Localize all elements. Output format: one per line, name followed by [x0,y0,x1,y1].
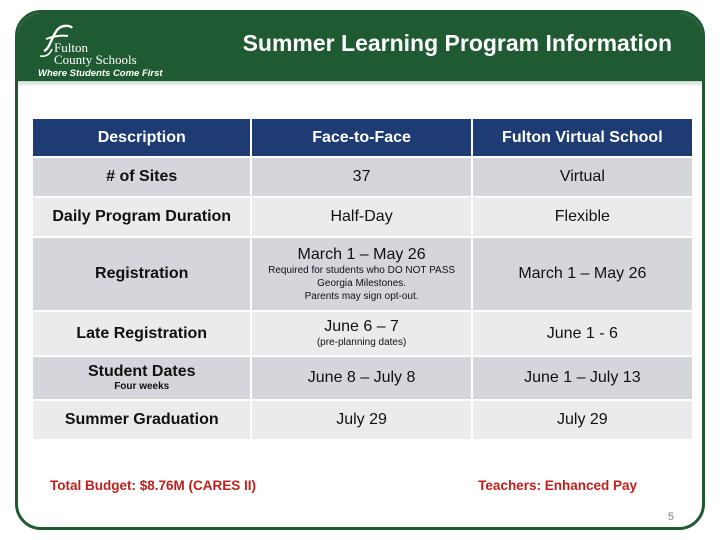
column-header-face-to-face: Face-to-Face [251,118,471,157]
row-label-note: Four weeks [114,381,170,392]
face-to-face-cell: 37 [251,157,471,197]
header-bar [18,13,702,81]
table-row [32,157,693,197]
table-row [32,356,693,400]
row-label [32,356,251,400]
virtual-cell: Flexible [472,197,693,237]
column-header-virtual: Fulton Virtual School [472,118,693,157]
program-table [31,117,694,441]
virtual-cell: June 1 – July 13 [472,356,693,400]
table-row [32,311,693,356]
district-logo [32,21,172,79]
virtual-cell: June 1 - 6 [472,311,693,356]
table-header-row [32,118,693,157]
cell-main-text: March 1 – May 26 [297,245,426,263]
row-label: # of Sites [32,157,251,197]
virtual-cell: March 1 – May 26 [472,237,693,311]
face-to-face-cell: July 29 [251,400,471,440]
total-budget-note: Total Budget: $8.76M (CARES II) [50,478,257,493]
cell-note: Georgia Milestones. [317,277,407,289]
row-label: Daily Program Duration [32,197,251,237]
page-number: 5 [667,511,674,523]
virtual-cell: Virtual [472,157,693,197]
logo-line2: County Schools [54,52,137,67]
cell-main-text: June 6 – 7 [324,318,399,335]
logo-line1: Fulton [54,40,88,55]
page-title: Summer Learning Program Information [242,30,672,56]
table-row [32,197,693,237]
cell-note: Parents may sign opt-out. [304,290,419,302]
virtual-cell: July 29 [472,400,693,440]
cell-note: Required for students who DO NOT PASS [268,264,456,276]
face-to-face-cell: Half-Day [251,197,471,237]
table-row [32,400,693,440]
slide [15,10,705,530]
face-to-face-cell [251,311,471,356]
row-label: Late Registration [32,311,251,356]
logo-tagline: Where Students Come First [38,68,163,79]
table-row [32,237,693,311]
cell-note: (pre-planning dates) [316,337,407,348]
row-label-main: Student Dates [87,363,196,380]
face-to-face-cell: June 8 – July 8 [251,356,471,400]
teachers-pay-note: Teachers: Enhanced Pay [478,478,637,493]
face-to-face-cell [251,237,471,311]
column-header-description: Description [32,118,251,157]
row-label: Registration [32,237,251,311]
row-label: Summer Graduation [32,400,251,440]
